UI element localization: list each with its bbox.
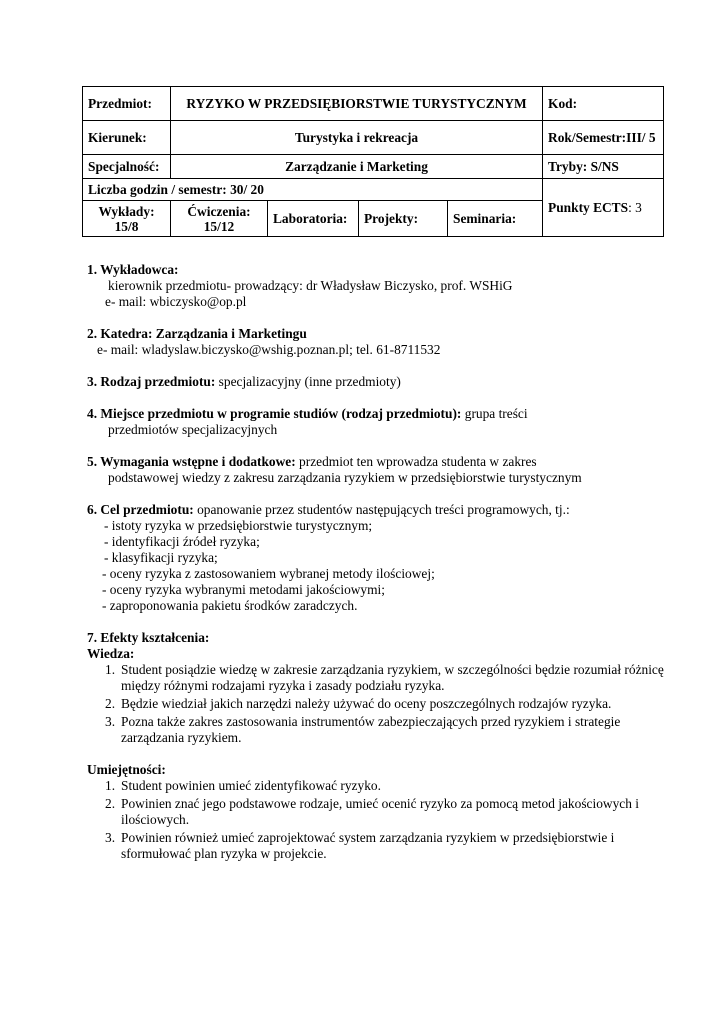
- projekty-label: Projekty:: [359, 201, 448, 237]
- section-title: 5. Wymagania wstępne i dodatkowe:: [87, 454, 296, 469]
- course-info-table: [82, 86, 664, 237]
- goal-item: - oceny ryzyka z zastosowaniem wybranej metody ilościowej;: [102, 566, 435, 581]
- section-cel: [87, 502, 667, 614]
- lecturer-line: kierownik przedmiotu- prowadzący: dr Władysław Biczysko, prof. WSHiG: [108, 278, 513, 293]
- laboratoria-label: Laboratoria:: [268, 201, 359, 237]
- przedmiot-label: Przedmiot:: [83, 87, 171, 121]
- list-item: [87, 696, 667, 712]
- section-text: specjalizacyjny (inne przedmioty): [218, 374, 401, 389]
- punkty-ects: [543, 179, 664, 237]
- section-wykladowca: [87, 262, 667, 310]
- section-line: [87, 502, 667, 518]
- list-text: Pozna także zakres zastosowania instrumentów zabezpieczających przed ryzykiem i strategie zarządzania ryzykiem.: [121, 714, 621, 745]
- section-efekty: [87, 630, 667, 746]
- kod-label: Kod:: [543, 87, 664, 121]
- section-rodzaj: [87, 374, 667, 390]
- section-text: opanowanie przez studentów następujących treści programowych, tj.:: [197, 502, 570, 517]
- specjalnosc-label: Specjalność:: [83, 155, 171, 179]
- list-number: 2.: [105, 796, 116, 811]
- section-line: [87, 454, 667, 470]
- section-title: 3. Rodzaj przedmiotu:: [87, 374, 216, 389]
- seminaria-label: Seminaria:: [448, 201, 543, 237]
- section-line: [87, 374, 667, 390]
- ects-value: : 3: [628, 200, 642, 215]
- przedmiot-value: RYZYKO W PRZEDSIĘBIORSTWIE TURYSTYCZNYM: [171, 87, 543, 121]
- wyklady-label: Wykłady:: [98, 203, 155, 219]
- section-umiejetnosci: [87, 762, 667, 862]
- tryby: Tryby: S/NS: [543, 155, 664, 179]
- list-number: 1.: [105, 778, 116, 793]
- kierunek-label: Kierunek:: [83, 121, 171, 155]
- section-title: 4. Miejsce przedmiotu w programie studiów (rodzaj przedmiotu):: [87, 406, 462, 421]
- ects-label: Punkty ECTS: [548, 200, 629, 215]
- section-title: 1. Wykładowca:: [87, 262, 179, 277]
- list-text: Powinien znać jego podstawowe rodzaje, umieć ocenić ryzyko za pomocą metod jakościowych i ilościowych.: [121, 796, 639, 827]
- wiedza-title: Wiedza:: [87, 646, 135, 661]
- section-title: 7. Efekty kształcenia:: [87, 630, 210, 645]
- liczba-godzin: Liczba godzin / semestr: 30/ 20: [83, 179, 543, 201]
- list-number: 3.: [105, 714, 116, 729]
- section-title: 6. Cel przedmiotu:: [87, 502, 194, 517]
- list-item: [87, 778, 667, 794]
- section-line: [87, 406, 667, 422]
- cwiczenia-cell: [171, 201, 268, 237]
- wyklady-value: 15/8: [114, 218, 139, 234]
- list-item: [87, 714, 667, 746]
- goal-item: - istoty ryzyka w przedsiębiorstwie turystycznym;: [104, 518, 373, 533]
- list-item: [87, 830, 667, 862]
- section-continuation: podstawowej wiedzy z zakresu zarządzania ryzykiem w przedsiębiorstwie turystycznym: [108, 470, 582, 485]
- section-katedra: [87, 326, 667, 358]
- list-number: 3.: [105, 830, 116, 845]
- cwiczenia-value: 15/12: [203, 218, 235, 234]
- department-contact: e- mail: wladyslaw.biczysko@wshig.poznan.pl; tel. 61-8711532: [97, 342, 441, 357]
- section-text: przedmiot ten wprowadza studenta w zakres: [299, 454, 537, 469]
- list-number: 2.: [105, 696, 116, 711]
- list-text: Będzie wiedział jakich narzędzi należy używać do oceny poszczególnych rodzajów ryzyka.: [121, 696, 612, 711]
- rok-semestr: Rok/Semestr:III/ 5: [543, 121, 664, 155]
- list-text: Student posiądzie wiedzę w zakresie zarządzania ryzykiem, w szczególności będzie rozumiał różnicę między różnymi rodzajami ryzyka i zasady podziału ryzyka.: [121, 662, 664, 693]
- goal-item: - klasyfikacji ryzyka;: [104, 550, 218, 565]
- goal-item: - oceny ryzyka wybranymi metodami jakościowymi;: [102, 582, 385, 597]
- syllabus-content: [87, 262, 667, 878]
- umiejetnosci-list: [87, 778, 667, 862]
- section-continuation: przedmiotów specjalizacyjnych: [108, 422, 278, 437]
- section-miejsce: [87, 406, 667, 438]
- list-item: [87, 796, 667, 828]
- cwiczenia-label: Ćwiczenia:: [187, 203, 251, 219]
- list-number: 1.: [105, 662, 116, 677]
- section-title: 2. Katedra: Zarządzania i Marketingu: [87, 326, 307, 341]
- goal-item: - zaproponowania pakietu środków zaradczych.: [102, 598, 358, 613]
- list-text: Student powinien umieć zidentyfikować ryzyko.: [121, 778, 381, 793]
- section-text: grupa treści: [464, 406, 528, 421]
- list-text: Powinien również umieć zaprojektować system zarządzania ryzykiem w przedsiębiorstwie i sformułować plan ryzyka w projekcie.: [121, 830, 615, 861]
- list-item: [87, 662, 667, 694]
- kierunek-value: Turystyka i rekreacja: [171, 121, 543, 155]
- goal-item: - identyfikacji źródeł ryzyka;: [104, 534, 260, 549]
- specjalnosc-value: Zarządzanie i Marketing: [171, 155, 543, 179]
- wyklady-cell: [83, 201, 171, 237]
- lecturer-email: e- mail: wbiczysko@op.pl: [105, 294, 247, 309]
- wiedza-list: [87, 662, 667, 746]
- section-wymagania: [87, 454, 667, 486]
- umiejetnosci-title: Umiejętności:: [87, 762, 166, 777]
